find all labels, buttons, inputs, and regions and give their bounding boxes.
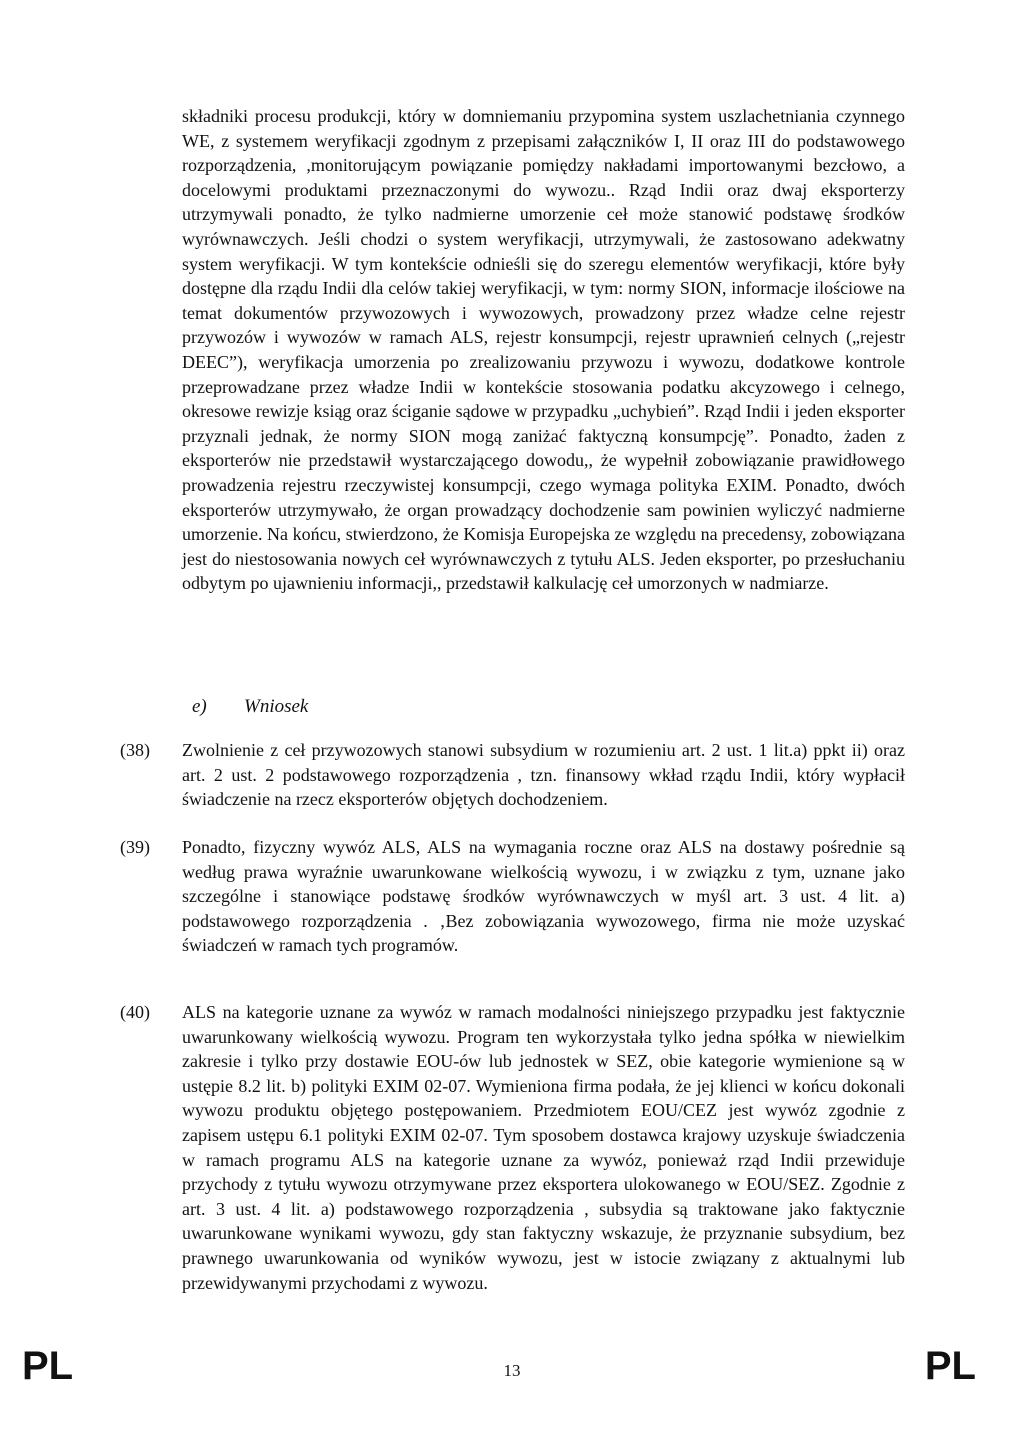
paragraph-text: ALS na kategorie uznane za wywóz w ramach modalności niniejszego przypadku jest faktycznie uwarunkowany wielkością wywozu. Program ten wykorzystała tylko jedna spółka w niewielkim zakresie i tylko przy dostawie EOU-ów lub jednostek w SEZ, obie kategorie wymienione są w ustępie 8.2 lit. b) polityki EXIM 02-07. Wymieniona firma podała, że jej klienci w końcu dokonali wywozu produktu objętego postępowaniem. Przedmiotem EOU/CEZ jest wywóz zgodnie z zapisem ustępu 6.1 polityki EXIM 02-07. Tym sposobem dostawca krajowy uzyskuje świadczenia w ramach programu ALS na kategorie uznane za wywóz, ponieważ rząd Indii przewiduje przychody z tytułu wywozu otrzymywane przez eksportera ulokowanego w EOU/SEZ. Zgodnie z art. 3 ust. 4 lit. a) podstawowego rozporządzenia , subsydia są traktowane jako faktycznie uwarunkowane wynikami wywozu, gdy stan faktyczny wskazuje, że przyznanie subsydium, bez prawnego uwarunkowania od wyników wywozu, jest w istocie związany z aktualnymi lub przewidywanymi przychodami z wywozu.	[182, 1002, 905, 1293]
numbered-paragraph-39	[120, 835, 905, 958]
paragraph-number: (39)	[120, 837, 150, 857]
footer-language-left: PL	[22, 1344, 74, 1388]
subheading-title: Wniosek	[244, 696, 309, 717]
section-subheading	[192, 694, 308, 720]
page-number: 13	[503, 1361, 521, 1380]
paragraph-text: Zwolnienie z ceł przywozowych stanowi subsydium w rozumieniu art. 2 ust. 1 lit.a) ppkt ii) oraz art. 2 ust. 2 podstawowego rozporządzenia , tzn. finansowy wkład rządu Indii, który wypłacił świadczenie na rzecz eksporterów objętych dochodzeniem.	[182, 740, 905, 810]
subheading-letter: e)	[192, 696, 207, 717]
paragraph-number: (38)	[120, 740, 150, 760]
intro-paragraph: składniki procesu produkcji, który w domniemaniu przypomina system uszlachetniania czynnego WE, z systemem weryfikacji zgodnym z przepisami załączników I, II oraz III do podstawowego rozporządzenia, ,monitorującym powiązanie pomiędzy nakładami importowanymi bezcłowo, a docelowymi produktami przeznaczonymi do wywozu.. Rząd Indii oraz dwaj eksporterzy utrzymywali ponadto, że tylko nadmierne umorzenie ceł może stanowić podstawę środków wyrównawczych. Jeśli chodzi o system weryfikacji, utrzymywali, że zastosowano adekwatny system weryfikacji. W tym kontekście odnieśli się do szeregu elementów weryfikacji, które były dostępne dla rządu Indii dla celów takiej weryfikacji, w tym: normy SION, informacje ilościowe na temat dokumentów przywozowych i wywozowych, prowadzony przez władze celne rejestr przywozów i wywozów w ramach ALS, rejestr konsumpcji, rejestr uprawnień celnych („rejestr DEEC”), weryfikacja umorzenia po zrealizowaniu przywozu i wywozu, dodatkowe kontrole przeprowadzane przez władze Indii w kontekście stosowania podatku akcyzowego i celnego, okresowe rewizje ksiąg oraz ściganie sądowe w przypadku „uchybień”. Rząd Indii i jeden eksporter przyznali jednak, że normy SION mogą zaniżać faktyczną konsumpcję”. Ponadto, żaden z eksporterów nie przedstawił wystarczającego dowodu,, że wypełnił zobowiązanie prawidłowego prowadzenia rejestru rzeczywistej konsumpcji, czego wymaga polityka EXIM. Ponadto, dwóch eksporterów utrzymywało, że organ prowadzący dochodzenie sam powinien wyliczyć nadmierne umorzenie. Na końcu, stwierdzono, że Komisja Europejska ze względu na precedensy, zobowiązana jest do niestosowania nowych ceł wyrównawczych z tytułu ALS. Jeden eksporter, po przesłuchaniu odbytym po ujawnieniu informacji,, przedstawił kalkulację ceł umorzonych w nadmiarze.	[182, 106, 905, 594]
footer-language-right: PL	[924, 1344, 976, 1388]
numbered-paragraph-38	[120, 738, 905, 812]
paragraph-number: (40)	[120, 1002, 150, 1022]
paragraph-text: Ponadto, fizyczny wywóz ALS, ALS na wymagania roczne oraz ALS na dostawy pośrednie są według prawa wyraźnie uwarunkowane wielkością wywozu, i w związku z tym, uznane jako szczególne i stanowiące podstawę środków wyrównawczych w myśl art. 3 ust. 4 lit. a) podstawowego rozporządzenia . ‚Bez zobowiązania wywozowego, firma nie może uzyskać świadczeń w ramach tych programów.	[182, 837, 905, 956]
numbered-paragraph-40	[120, 1000, 905, 1295]
